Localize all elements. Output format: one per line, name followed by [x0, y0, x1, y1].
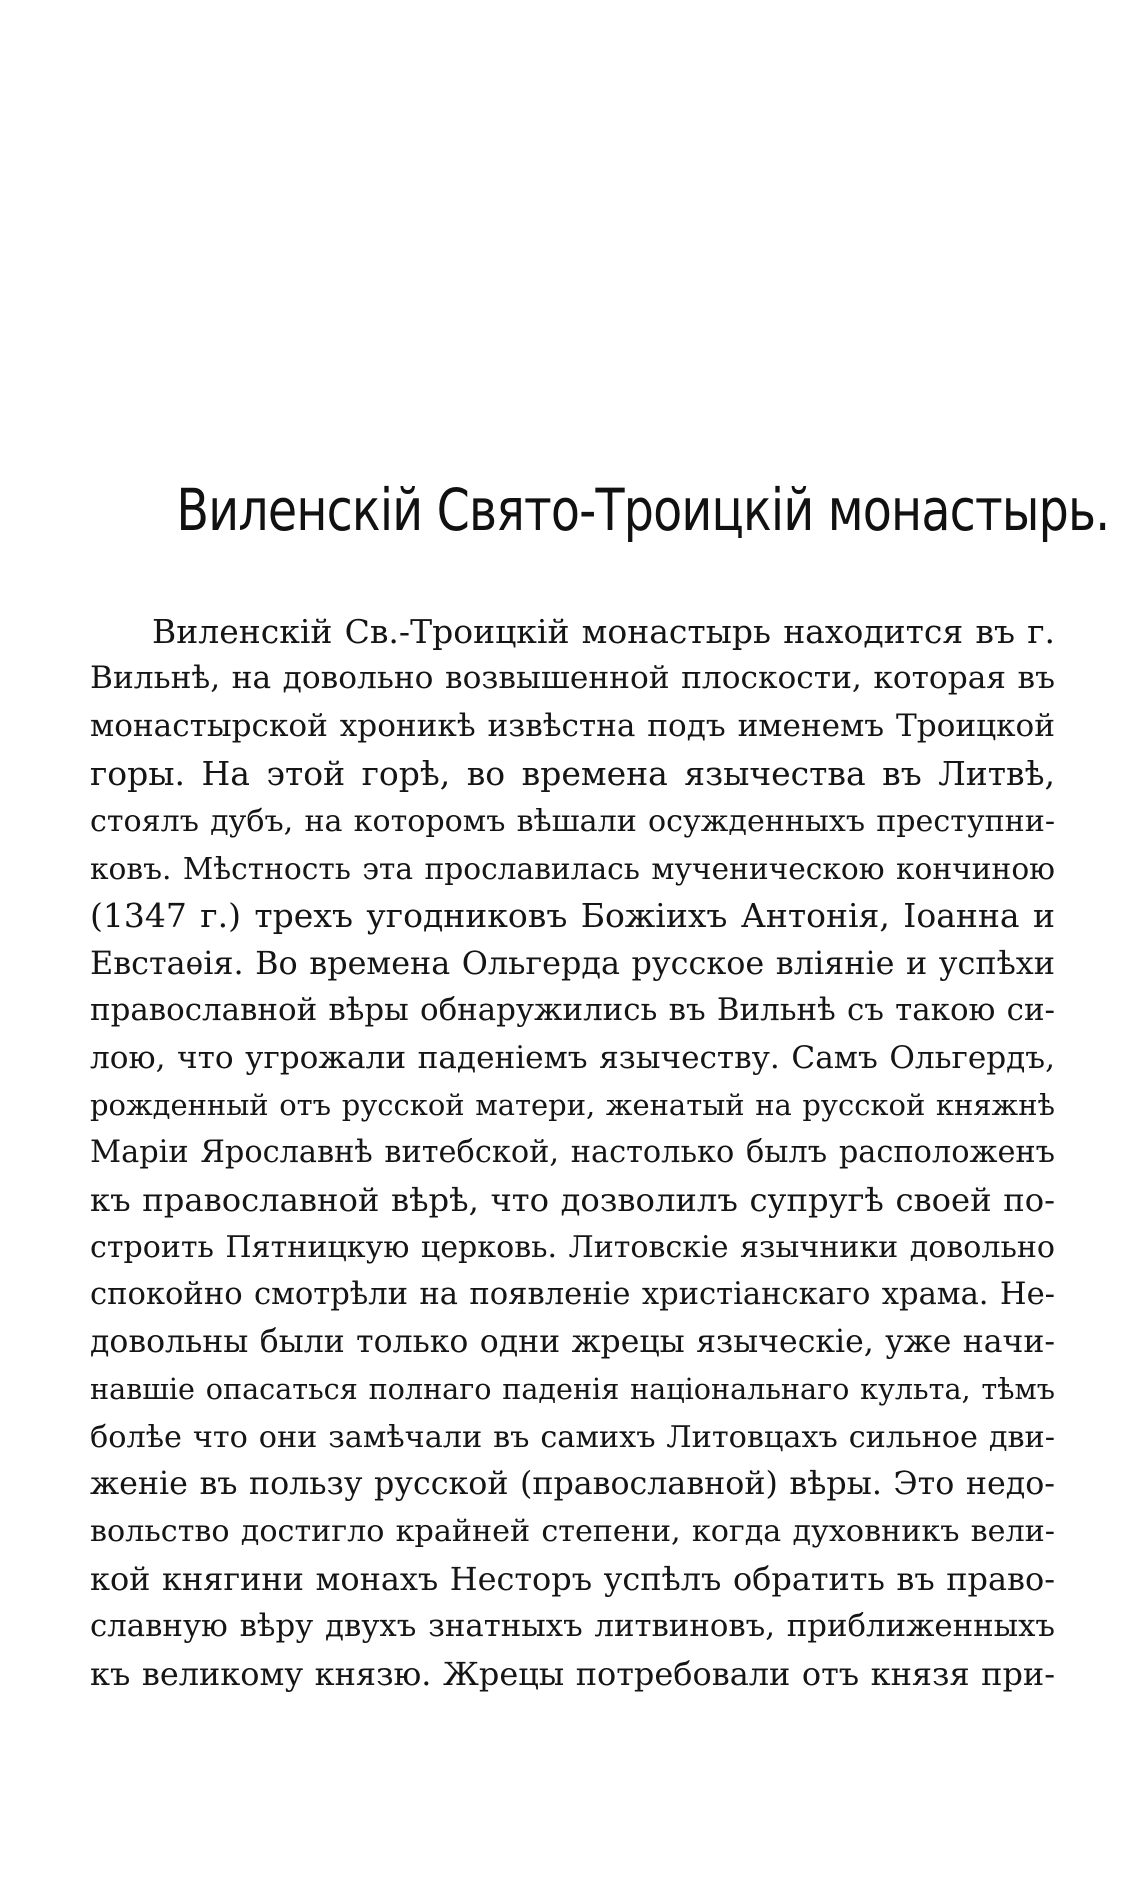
text-line: православной вѣры обнаружились въ Вильнѣ съ такою си-	[90, 992, 1055, 1029]
text-line: къ православной вѣрѣ, что дозволилъ супругѣ своей по-	[90, 1180, 1055, 1219]
text-line: навшіе опасаться полнаго паденія національнаго культа, тѣмъ	[90, 1372, 1055, 1407]
text-line: лою, что угрожали паденіемъ язычеству. Самъ Ольгердъ,	[90, 1039, 1055, 1076]
text-line: женіе въ пользу русской (православной) вѣры. Это недо-	[90, 1466, 1055, 1503]
text-line: вольство достигло крайней степени, когда духовникъ вели-	[90, 1514, 1055, 1550]
text-line: стоялъ дубъ, на которомъ вѣшали осужденныхъ преступни-	[90, 803, 1055, 839]
text-line: горы. На этой горѣ, во времена язычества въ Литвѣ,	[90, 754, 1055, 794]
text-line: спокойно смотрѣли на появленіе христіанскаго храма. Не-	[90, 1277, 1055, 1313]
text-line: къ великому князю. Жрецы потребовали отъ князя при-	[90, 1654, 1055, 1693]
body-text	[90, 608, 1055, 1698]
text-line: монастырской хроникѣ извѣстна подъ именемъ Троицкой	[90, 707, 1055, 744]
text-line: Вильнѣ, на довольно возвышенной плоскости, которая въ	[90, 660, 1055, 697]
text-line: болѣе что они замѣчали въ самихъ Литовцахъ сильное дви-	[90, 1419, 1055, 1455]
text-line: Маріи Ярославнѣ витебской, настолько былъ расположенъ	[90, 1135, 1055, 1171]
text-line: ковъ. Мѣстность эта прославилась мученическою кончиною	[90, 850, 1055, 886]
text-line: рожденный отъ русской матери, женатый на русской княжнѣ	[90, 1087, 1055, 1122]
text-line: Виленскій Св.-Троицкій монастырь находится въ г.	[152, 612, 1055, 651]
text-line: (1347 г.) трехъ угодниковъ Божіихъ Антонія, Іоанна и	[90, 896, 1055, 936]
text-line: строить Пятницкую церковь. Литовскіе язычники довольно	[90, 1230, 1055, 1266]
text-line: довольны были только одни жрецы языческіе, уже начи-	[90, 1323, 1055, 1360]
text-line: славную вѣру двухъ знатныхъ литвиновъ, приближенныхъ	[90, 1608, 1055, 1645]
text-line: кой княгини монахъ Несторъ успѣлъ обратить въ право-	[90, 1559, 1055, 1598]
text-line: Евстаѳія. Во времена Ольгерда русское вліяніе и успѣхи	[90, 943, 1055, 982]
chapter-title: Виленскій Свято-Троицкій монастырь.	[176, 476, 1110, 544]
